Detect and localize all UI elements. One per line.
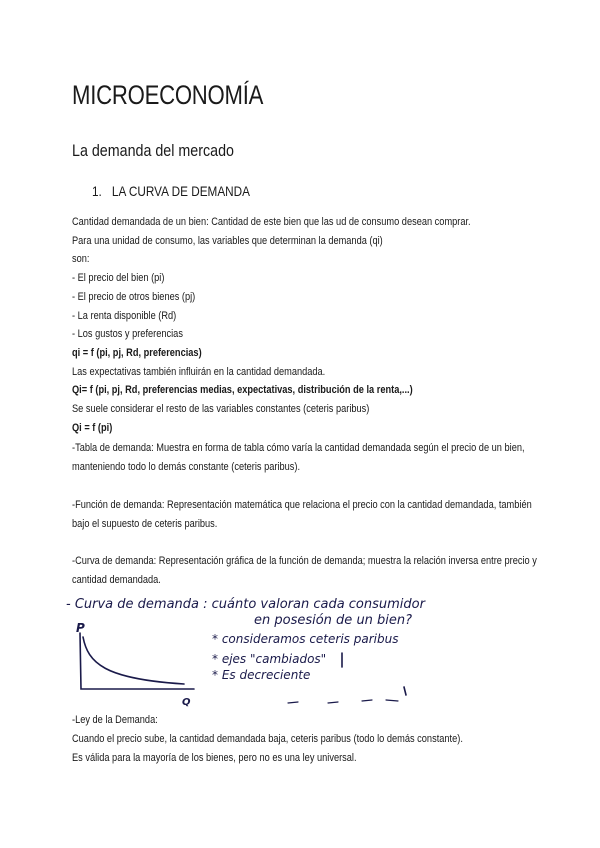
demand-axes [80, 633, 194, 689]
section-heading-text: LA CURVA DE DEMANDA [111, 183, 251, 199]
handwritten-note-sketch [66, 591, 426, 707]
formula: qi = f (pi, pj, Rd, preferencias) [72, 347, 202, 359]
handwritten-line-2: en posesión de un bien? [254, 613, 413, 628]
body-line: Cuando el precio sube, la cantidad demandada baja, ceteris paribus (todo lo demás constante). [72, 733, 463, 745]
body-line: Para una unidad de consumo, las variables que determinan la demanda (qi) [72, 235, 383, 247]
body-line: -Función de demanda: Representación matemática que relaciona el precio con la cantidad demandada, también [72, 499, 532, 511]
list-item: - El precio del bien (pi) [72, 272, 165, 284]
body-line: Es válida para la mayoría de los bienes, pero no es una ley universal. [72, 752, 357, 764]
formula: Qi = f (pi) [72, 422, 113, 434]
body-line: -Tabla de demanda: Muestra en forma de tabla cómo varía la cantidad demandada según el precio de un bien, [72, 442, 525, 454]
body-line: Cantidad demandada de un bien: Cantidad de este bien que las ud de consumo desean comprar. [72, 216, 471, 228]
handwritten-mark [404, 687, 406, 695]
demand-curve [83, 637, 184, 684]
handwritten-line-1: - Curva de demanda : cuánto valoran cada consumidor [66, 597, 425, 612]
body-line: Se suele considerar el resto de las variables constantes (ceteris paribus) [72, 403, 370, 415]
handwritten-bullet-1: * consideramos ceteris paribus [212, 632, 399, 646]
body-line: manteniendo todo lo demás constante (ceteris paribus). [72, 461, 301, 473]
body-line: Las expectativas también influirán en la cantidad demandada. [72, 366, 326, 378]
formula: Qi= f (pi, pj, Rd, preferencias medias, expectativas, distribución de la renta,...) [72, 384, 413, 396]
law-heading: -Ley de la Demanda: [72, 714, 158, 726]
handwritten-bullet-2: * ejes "cambiados" [212, 652, 327, 666]
section-heading [92, 183, 250, 199]
list-item: - Los gustos y preferencias [72, 328, 183, 340]
body-line: bajo el supuesto de ceteris paribus. [72, 518, 218, 530]
body-line: -Curva de demanda: Representación gráfica de la función de demanda; muestra la relación inversa entre precio y [72, 555, 537, 567]
body-line: son: [72, 253, 90, 265]
list-item: - La renta disponible (Rd) [72, 310, 177, 322]
body-line: cantidad demandada. [72, 574, 161, 586]
handwritten-bullet-3: * Es decreciente [212, 668, 311, 682]
axis-label-p: P [76, 621, 85, 635]
section-number: 1. [92, 183, 102, 199]
handwritten-stray-marks [288, 700, 398, 703]
list-item: - El precio de otros bienes (pj) [72, 291, 196, 303]
section-subtitle: La demanda del mercado [72, 141, 234, 160]
document-title: MICROECONOMÍA [72, 80, 264, 110]
axis-label-q: Q [182, 697, 191, 707]
